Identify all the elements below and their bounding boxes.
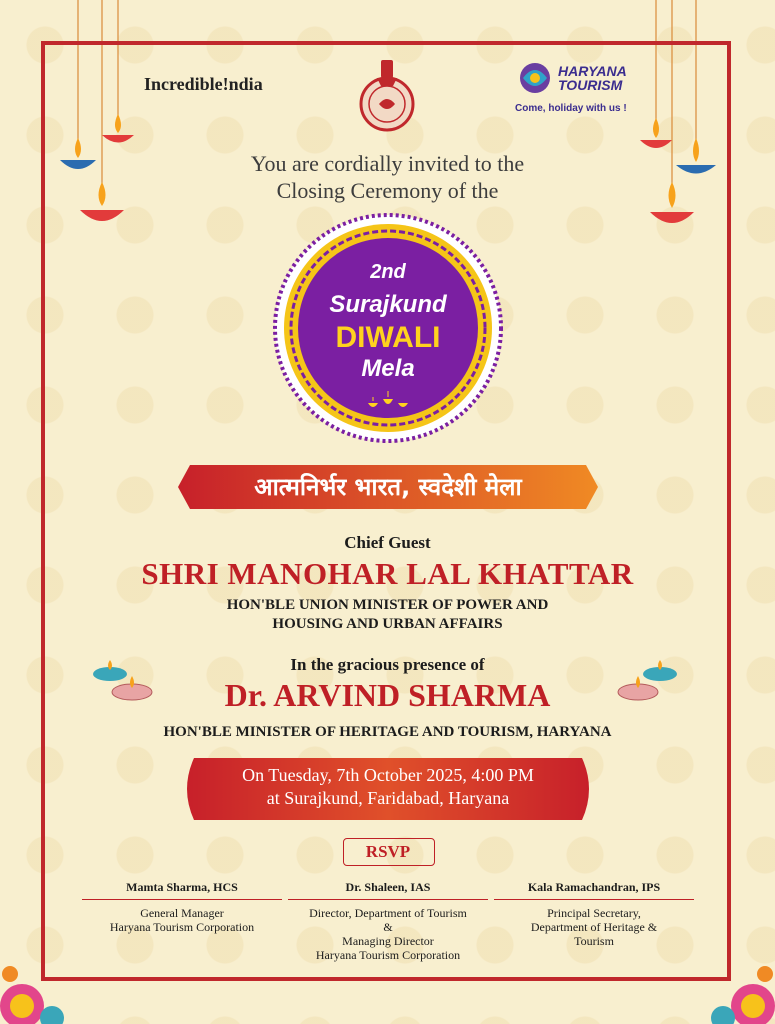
rsvp-contact-2: [288, 880, 488, 962]
gracious-presence-title: HON'BLE MINISTER OF HERITAGE AND TOURISM, HARYANA: [163, 724, 612, 740]
chief-guest-title: [0, 596, 775, 634]
badge-text: [273, 213, 503, 443]
badge-name-mela: Mela: [361, 355, 415, 382]
haryana-tourism-tagline: Come, holiday with us !: [515, 103, 627, 114]
chief-guest-name: SHRI MANOHAR LAL KHATTAR: [141, 556, 634, 591]
contact-line: Haryana Tourism Corporation: [109, 920, 255, 934]
badge-name-surajkund: Surajkund: [329, 291, 447, 318]
event-venue: at Surajkund, Faridabad, Haryana: [266, 788, 510, 808]
contact-line: Haryana Tourism Corporation: [315, 948, 461, 962]
contact-line: Managing Director: [342, 934, 434, 948]
rsvp-contact-1: [82, 880, 282, 934]
rsvp-contact-3: [494, 880, 694, 948]
contact-line: Department of Heritage &: [530, 920, 658, 934]
contact-name: Mamta Sharma, HCS: [82, 880, 282, 900]
flower-corner-left-icon: [0, 944, 80, 1024]
contact-line: Director, Department of Tourism: [309, 906, 467, 920]
chief-guest-label: Chief Guest: [344, 533, 431, 552]
chief-guest-title-line-2: HOUSING AND URBAN AFFAIRS: [272, 616, 503, 632]
contact-line: Tourism: [574, 934, 614, 948]
gracious-presence-name: Dr. ARVIND SHARMA: [224, 677, 551, 713]
incredible-india-logo: Incredible!ndia: [144, 74, 263, 94]
contact-line: Principal Secretary,: [547, 906, 641, 920]
invitation-text: [0, 150, 775, 204]
event-details: [180, 764, 596, 810]
chief-guest-title-line-1: HON'BLE UNION MINISTER OF POWER AND: [226, 597, 549, 613]
rsvp-label: RSVP: [365, 842, 411, 861]
event-date: On Tuesday, 7th October 2025, 4:00 PM: [242, 765, 534, 785]
invitation-line-2: Closing Ceremony of the: [276, 178, 499, 203]
contact-name: Kala Ramachandran, IPS: [494, 880, 694, 900]
badge-name-diwali: DIWALI: [335, 321, 441, 354]
invitation-line-1: You are cordially invited to the: [250, 151, 525, 176]
badge-edition: 2nd: [370, 261, 406, 283]
contact-line: &: [383, 920, 393, 934]
contact-name: Dr. Shaleen, IAS: [288, 880, 488, 900]
flower-corner-right-icon: [695, 944, 775, 1024]
contact-line: General Manager: [140, 906, 224, 920]
gracious-presence-label: In the gracious presence of: [290, 655, 485, 674]
haryana-tourism-title: HARYANA TOURISM: [558, 63, 627, 93]
haryana-emblem-icon: [357, 54, 417, 136]
hindi-banner-text: आत्मनिर्भर भारत, स्वदेशी मेला: [254, 473, 522, 501]
